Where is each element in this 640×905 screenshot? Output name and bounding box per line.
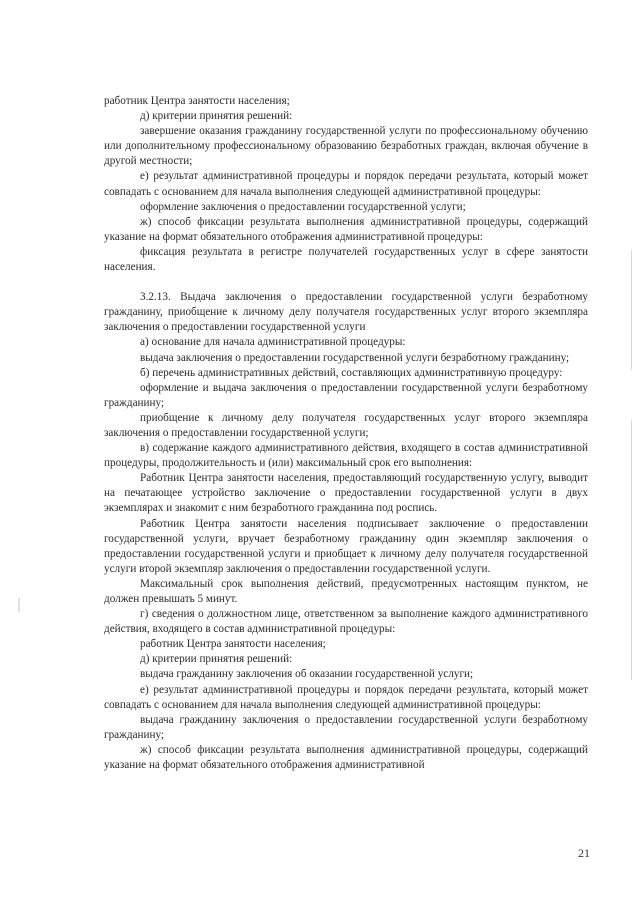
paragraph: е) результат административной процедуры и порядок передачи результата, который может совпадать с основанием для начала выполнения следующей административной процедуры:	[104, 683, 588, 711]
scan-edge-mark	[631, 420, 632, 680]
paragraph: ж) способ фиксации результата выполнения административной процедуры, содержащий указание на формат обязательного отображения административной	[104, 743, 588, 772]
paragraph: Работник Центра занятости населения подписывает заключение о предоставлении государственной услуги, вручает безработному гражданину один экземпляр заключения о предоставлении государственной услуги и приобщает к личному делу получателя государственной услуги второй экземпляр заключения о предоставлении государственной услуги.	[104, 517, 588, 575]
paragraph: выдача гражданину заключения о предоставлении государственной услуги безработному гражданину;	[104, 713, 588, 741]
paragraph: фиксация результата в регистре получателей государственных услуг в сфере занятости населения.	[104, 245, 588, 274]
paragraph: д) критерии принятия решений:	[140, 653, 293, 666]
section-heading: 3.2.13. Выдача заключения о предоставлении государственной услуги безработному гражданину, приобщение к личному делу получателя государственных услуг второго экземпляра заключения о предоставлении государственной услуги	[104, 291, 588, 334]
document-body	[104, 94, 588, 773]
scan-artifact	[18, 598, 20, 612]
paragraph: оформление заключения о предоставлении государственной услуги;	[140, 200, 466, 213]
paragraph: выдача заключения о предоставлении государственной услуги безработному гражданину;	[140, 351, 570, 364]
paragraph: Максимальный срок выполнения действий, предусмотренных настоящим пунктом, не должен превышать 5 минут.	[104, 577, 588, 605]
paragraph: завершение оказания гражданину государственной услуги по профессиональному обучению или дополнительному профессиональному образованию безработных граждан, включая обучение в другой местности;	[104, 125, 588, 168]
paragraph: работник Центра занятости населения;	[140, 638, 326, 651]
paragraph: выдача гражданину заключения об оказании государственной услуги;	[140, 668, 474, 681]
paragraph: ж) способ фиксации результата выполнения административной процедуры, содержащий указание на формат обязательного отображения административной процедуры:	[104, 215, 588, 243]
paragraph: е) результат административной процедуры и порядок передачи результата, который может совпадать с основанием для начала выполнения следующей административной процедуры:	[104, 170, 588, 198]
paragraph: Работник Центра занятости населения, предоставляющий государственную услугу, выводит на печатающее устройство заключение о предоставлении государственной услуги в двух экземплярах и знакомит с ним безработного гражданина под роспись.	[104, 472, 588, 515]
paragraph: в) содержание каждого административного действия, входящего в состав административной процедуры, продолжительность и (или) максимальный срок его выполнения:	[104, 442, 588, 470]
paragraph: приобщение к личному делу получателя государственных услуг второго экземпляра заключения о предоставлении государственной услуги;	[104, 411, 588, 439]
paragraph: г) сведения о должностном лице, ответственном за выполнение каждого административного действия, входящего в состав административной процедуры:	[104, 608, 588, 636]
paragraph: б) перечень административных действий, составляющих административную процедуру:	[140, 366, 563, 379]
scan-edge-mark	[631, 250, 632, 370]
paragraph: оформление и выдача заключения о предоставлении государственной услуги безработному гражданину;	[104, 381, 588, 409]
paragraph: работник Центра занятости населения;	[104, 95, 290, 107]
paragraph: а) основание для начала административной процедуры:	[140, 336, 406, 349]
page-number: 21	[578, 846, 590, 860]
paragraph: д) критерии принятия решений:	[140, 110, 293, 123]
